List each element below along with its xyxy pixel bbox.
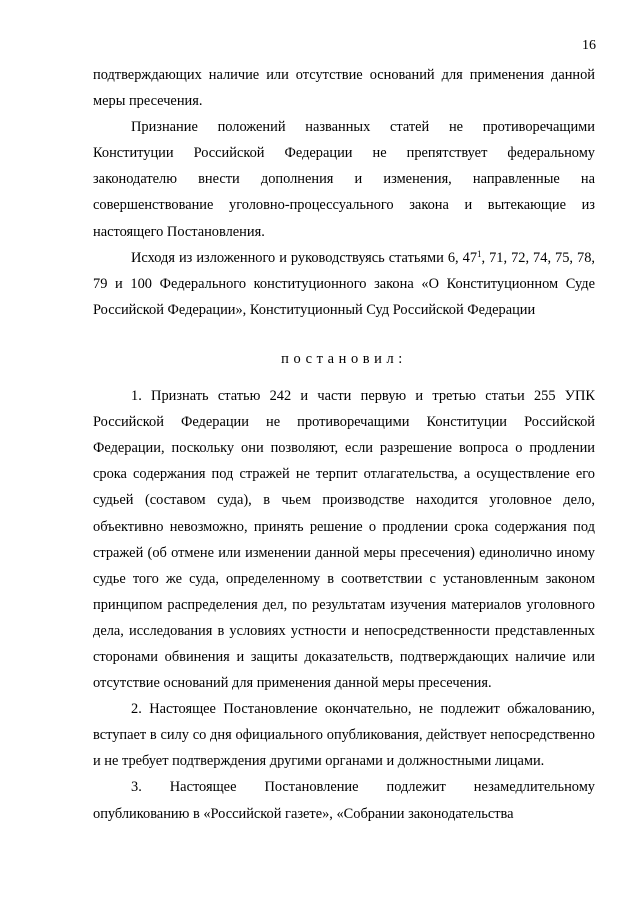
paragraph-continuation: подтверждающих наличие или отсутствие оснований для применения данной меры пресечения. bbox=[93, 67, 595, 110]
resolution-item-2: 2. Настоящее Постановление окончательно, не подлежит обжалованию, вступает в силу со дня официального опубликования, действует непосредственно и не требует подтверждения другими органами и должностными лицами. bbox=[93, 701, 595, 770]
legal-basis-text-end: , 71, 72, 74, 75, 78, 79 и 100 Федерального конституционного закона «О Конституционном Суде Российской Федерации», Конституционный Суд Российской Федерации bbox=[93, 249, 595, 318]
resolution-item-3: 3. Настоящее Постановление подлежит незамедлительному опубликованию в «Российской газете», «Собрании законодательства bbox=[93, 779, 595, 822]
resolution-heading: постановил: bbox=[281, 350, 407, 367]
resolution-item-1: 1. Признать статью 242 и части первую и третью статьи 255 УПК Российской Федерации не противоречащими Конституции Российской Федерации, поскольку они позволяют, если разрешение вопроса о продлении срока содержания под стражей не терпит отлагательства, а осуществление его судьей (составом суда), в чьем производстве находится уголовное дело, объективно невозможно, принять решение о продлении срока содержания под стражей (об отмене или изменении данной меры пресечения) единолично иному судье того же суда, определенному в соответствии с установленным законом принципом распределения дел, по результатам изучения материалов уголовного дела, исследования в условиях устности и непосредственности представленных сторонами обвинения и защиты доказательств, подтверждающих наличие или отсутствие оснований для применения данной меры пресечения. bbox=[93, 388, 595, 692]
page-number: 16 bbox=[582, 38, 596, 53]
paragraph-recognition: Признание положений названных статей не противоречащими Конституции Российской Федерации не препятствует федеральному законодателю внести дополнения и изменения, направленные на совершенствование уголовно-процессуального закона и вытекающие из настоящего Постановления. bbox=[93, 119, 595, 240]
article-superscript: 1 bbox=[477, 248, 482, 259]
paragraph-legal-basis bbox=[93, 245, 595, 323]
document-body bbox=[93, 62, 595, 827]
legal-basis-text-start: Исходя из изложенного и руководствуясь статьями 6, 47 bbox=[131, 249, 478, 266]
